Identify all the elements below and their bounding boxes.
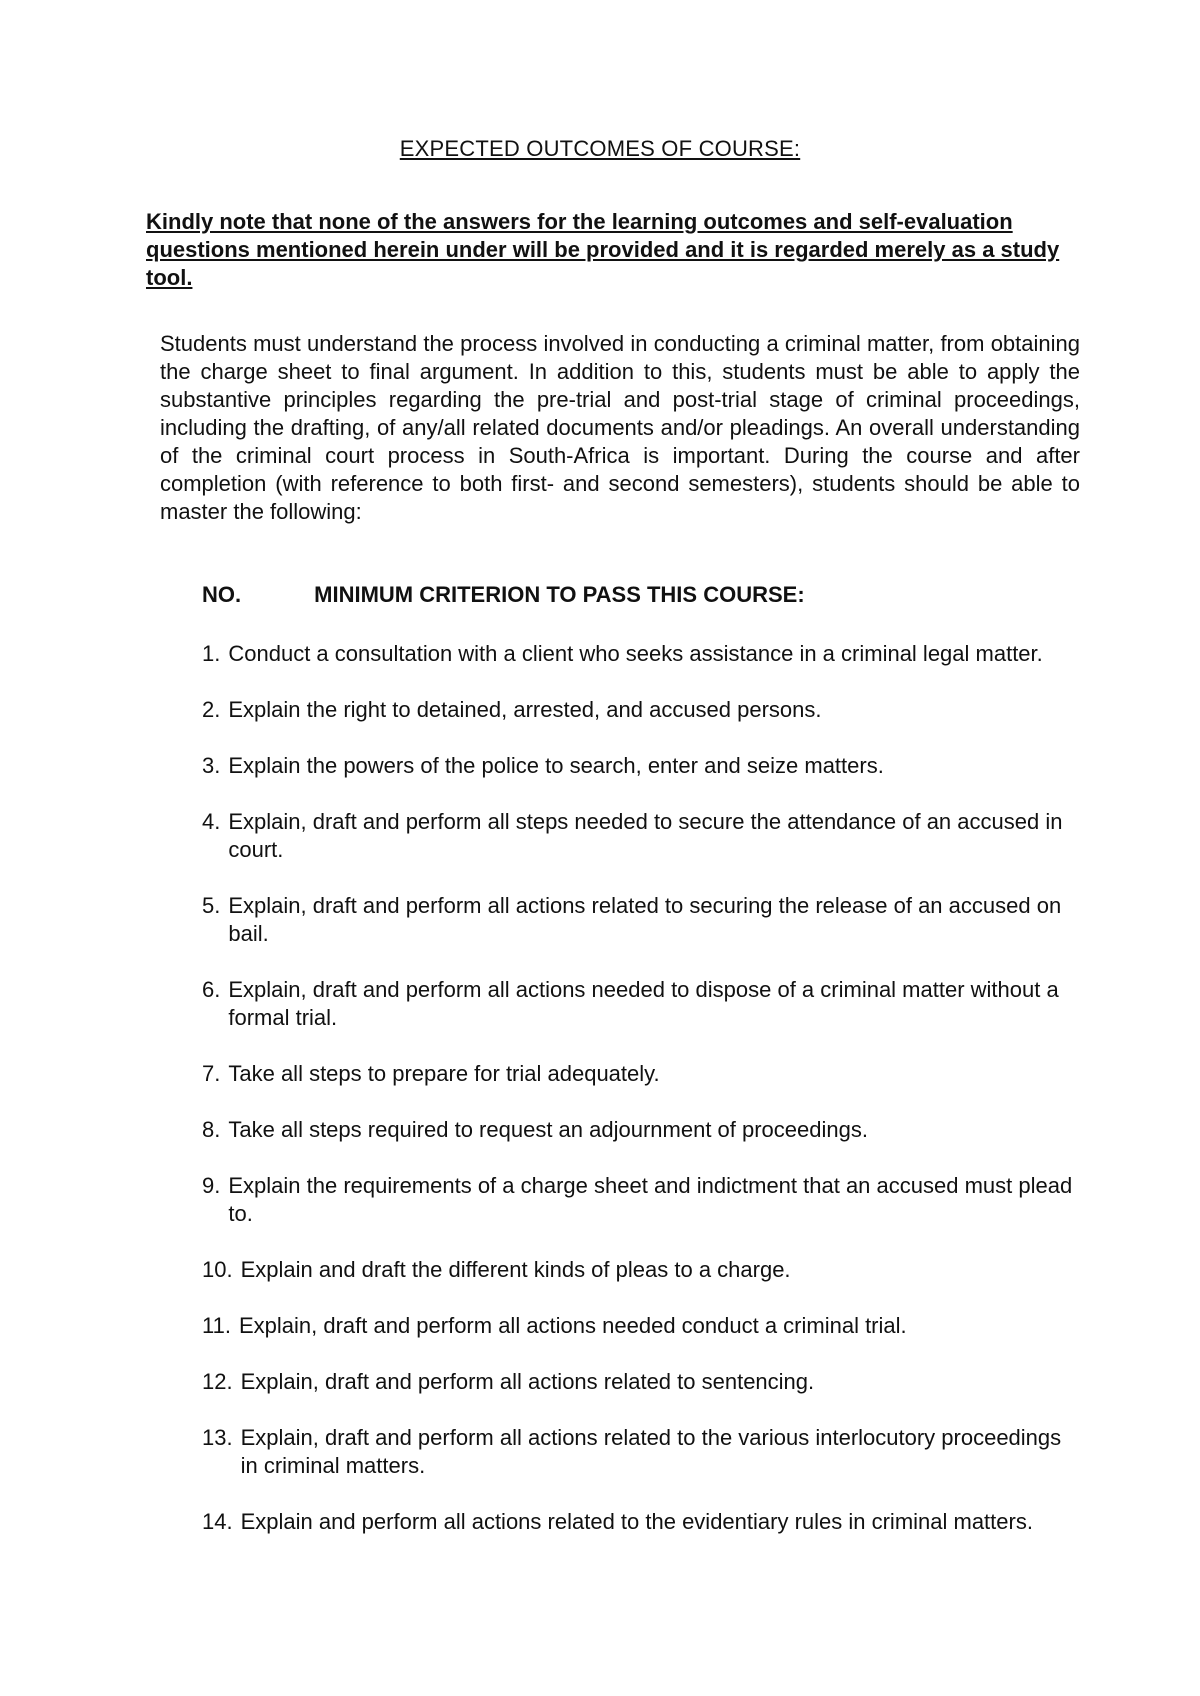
- list-item: [202, 696, 1082, 724]
- item-number: 7.: [202, 1061, 221, 1086]
- item-text: Explain and perform all actions related to the evidentiary rules in criminal matters.: [240, 1509, 1033, 1534]
- list-item: [202, 1312, 1082, 1340]
- list-item: [202, 892, 1082, 948]
- list-item: [202, 808, 1082, 864]
- item-text: Explain the requirements of a charge sheet and indictment that an accused must plead to.: [228, 1173, 1073, 1226]
- item-number: 12.: [202, 1369, 233, 1394]
- item-number: 5.: [202, 893, 221, 918]
- criteria-list: [202, 640, 1082, 1564]
- item-number: 14.: [202, 1509, 233, 1534]
- item-number: 6.: [202, 977, 221, 1002]
- item-number: 10.: [202, 1257, 233, 1282]
- criteria-number-heading: NO.: [202, 582, 242, 607]
- list-item: [202, 1172, 1082, 1228]
- item-number: 1.: [202, 641, 221, 666]
- list-item: [202, 640, 1082, 668]
- item-number: 13.: [202, 1425, 233, 1450]
- item-text: Take all steps required to request an adjournment of proceedings.: [228, 1117, 868, 1142]
- list-item: [202, 1116, 1082, 1144]
- item-number: 8.: [202, 1117, 221, 1142]
- intro-paragraph: Students must understand the process involved in conducting a criminal matter, from obtaining the charge sheet to final argument. In addition to this, students must be able to apply the substantive principles regarding the pre-trial and post-trial stage of criminal proceedings, including the drafting, of any/all related documents and/or pleadings. An overall understanding of the criminal court process in South-Africa is important. During the course and after completion (with reference to both first- and second semesters), students should be able to master the following:: [160, 331, 1080, 524]
- list-item: [202, 1424, 1082, 1480]
- disclaimer-note: Kindly note that none of the answers for the learning outcomes and self-evaluation questions mentioned herein under will be provided and it is regarded merely as a study tool.: [146, 209, 1060, 290]
- item-number: 11.: [202, 1313, 231, 1338]
- list-item: [202, 752, 1082, 780]
- list-item: [202, 1256, 1082, 1284]
- item-text: Explain, draft and perform all actions needed conduct a criminal trial.: [238, 1313, 907, 1338]
- item-number: 4.: [202, 809, 221, 834]
- item-number: 3.: [202, 753, 221, 778]
- criteria-title-heading: MINIMUM CRITERION TO PASS THIS COURSE:: [314, 582, 805, 607]
- criteria-header: [202, 582, 805, 608]
- item-number: 2.: [202, 697, 221, 722]
- list-item: [202, 1508, 1082, 1536]
- item-text: Explain the right to detained, arrested, and accused persons.: [228, 697, 822, 722]
- list-item: [202, 976, 1082, 1032]
- item-text: Take all steps to prepare for trial adequately.: [228, 1061, 660, 1086]
- list-item: [202, 1368, 1082, 1396]
- list-item: [202, 1060, 1082, 1088]
- item-text: Explain, draft and perform all actions related to sentencing.: [240, 1369, 815, 1394]
- item-number: 9.: [202, 1173, 221, 1198]
- page-title: EXPECTED OUTCOMES OF COURSE:: [399, 136, 801, 161]
- item-text: Explain, draft and perform all steps needed to secure the attendance of an accused in court.: [228, 809, 1063, 862]
- item-text: Explain, draft and perform all actions related to the various interlocutory proceedings in criminal matters.: [240, 1425, 1062, 1478]
- item-text: Explain and draft the different kinds of pleas to a charge.: [240, 1257, 791, 1282]
- item-text: Explain, draft and perform all actions related to securing the release of an accused on bail.: [228, 893, 1062, 946]
- item-text: Conduct a consultation with a client who seeks assistance in a criminal legal matter.: [228, 641, 1043, 666]
- item-text: Explain, draft and perform all actions needed to dispose of a criminal matter without a formal trial.: [228, 977, 1059, 1030]
- item-text: Explain the powers of the police to search, enter and seize matters.: [228, 753, 884, 778]
